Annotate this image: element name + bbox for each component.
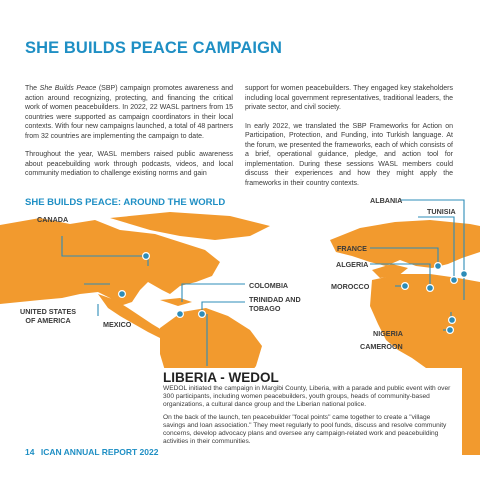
- intro-paragraph: The She Builds Peace (SBP) campaign promotes awareness and action around recognizing, protecting, and financing the critical work of women peacebuilders. In 2022, 22 WASL partners from 15 countries were supported as campaign coordinators in their local contexts. With four new campaigns launched, a total of 48 partners from 32 countries are implementing the campaign to date.: [25, 85, 233, 140]
- label-algeria: ALGERIA: [336, 260, 369, 269]
- map-heading: SHE BUILDS PEACE: AROUND THE WORLD: [25, 197, 226, 208]
- marker-morocco: [402, 283, 409, 290]
- central-america-landmass: [98, 294, 168, 338]
- marker-tunisia: [451, 277, 458, 284]
- story-title: LIBERIA - WEDOL: [163, 370, 279, 385]
- marker-colombia: [177, 311, 184, 318]
- marker-nigeria: [449, 317, 456, 324]
- intro-paragraph: In early 2022, we translated the SBP Frameworks for Action on Participation, Protection, and Funding, into Turkish language. At the forum, we presented the frameworks, each of which consists of a brief, operational guidance, pledge, and action tool for implementation. During these sessions WASL members could discuss their experiences and how they might apply the frameworks in their country contexts.: [245, 122, 453, 187]
- label-mexico: MEXICO: [103, 320, 132, 329]
- marker-trinidad: [199, 311, 206, 318]
- story-body: [163, 385, 453, 451]
- caribbean-landmass: [160, 298, 192, 306]
- intro-right-column: [245, 84, 453, 197]
- intro-paragraph: support for women peacebuilders. They engaged key stakeholders including local government representatives, traditional leaders, the private sector, and civil society.: [245, 85, 453, 111]
- marker-albania: [461, 271, 468, 278]
- marker-usa: [119, 291, 126, 298]
- marker-canada: [143, 253, 150, 260]
- story-paragraph: WEDOL initiated the campaign in Margibi County, Liberia, with a parade and public event with over 300 participants, including women peacebuilders, youth groups, heads of community-based organizations, a cultural dance group and the Liberian national police.: [163, 385, 451, 408]
- label-cameroon: CAMEROON: [360, 342, 403, 351]
- marker-cameroon: [447, 327, 454, 334]
- report-name: ICAN ANNUAL REPORT 2022: [40, 447, 159, 457]
- page-title: SHE BUILDS PEACE CAMPAIGN: [25, 39, 283, 57]
- label-france: FRANCE: [337, 244, 367, 253]
- page-footer: [25, 447, 158, 457]
- intro-left-column: [25, 84, 233, 188]
- label-nigeria: NIGERIA: [373, 329, 403, 338]
- label-albania: ALBANIA: [370, 196, 403, 205]
- marker-france: [435, 263, 442, 270]
- intro-paragraph: Throughout the year, WASL members raised public awareness about peacebuilding work through podcasts, videos, and local community mediation to challenge existing norms and gain: [25, 151, 233, 177]
- label-tunisia: TUNISIA: [427, 207, 456, 216]
- page-number: 14: [25, 447, 35, 457]
- label-colombia: COLOMBIA: [249, 281, 289, 290]
- label-trinidad-tobago: TRINIDAD AND TOBAGO: [249, 295, 301, 313]
- label-canada: CANADA: [37, 215, 69, 224]
- story-paragraph: On the back of the launch, ten peacebuilder "focal points" came together to create a "village savings and loan association." They meet regularly to pool funds, discuss and resolve community concerns, develop advocacy plans and oversee any campaign-related work and peacebuilding activities in their communities.: [163, 414, 447, 445]
- marker-algeria: [427, 285, 434, 292]
- label-usa: UNITED STATES OF AMERICA: [20, 307, 77, 325]
- label-morocco: MOROCCO: [331, 282, 370, 291]
